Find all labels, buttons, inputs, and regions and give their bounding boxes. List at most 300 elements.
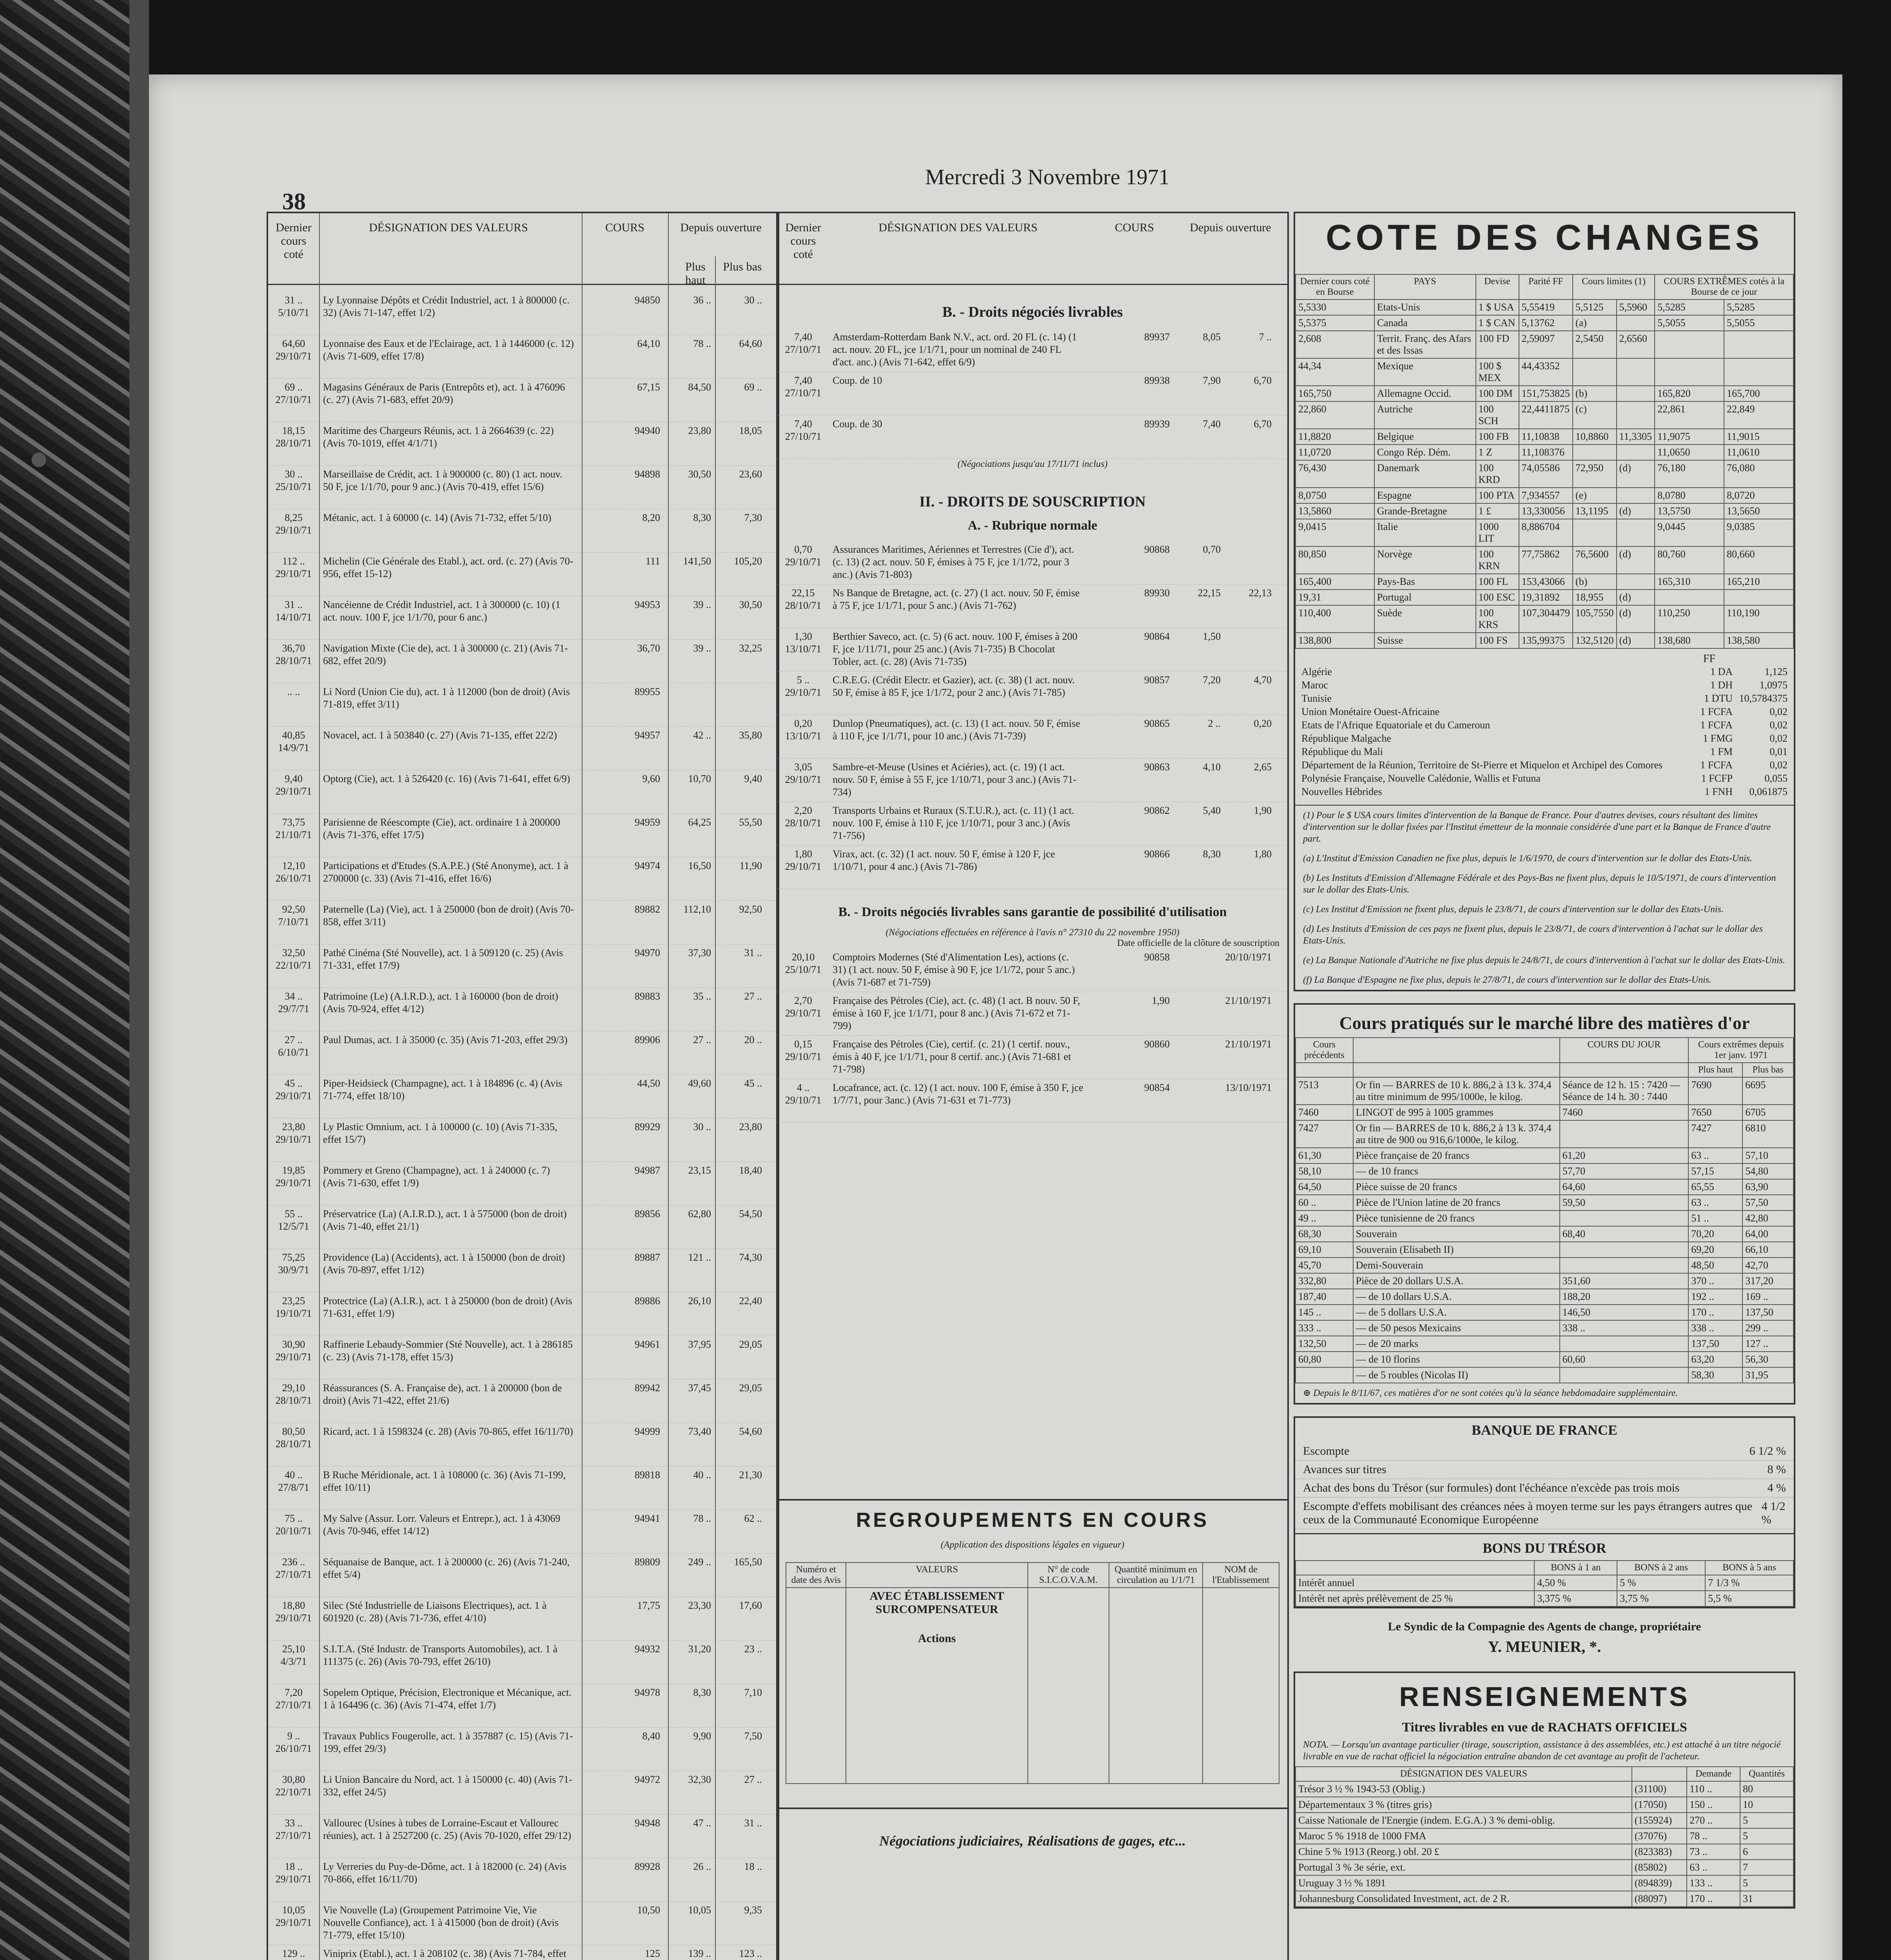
bdf-title: BANQUE DE FRANCE	[1471, 1422, 1618, 1438]
changes-lim1: (a)	[1573, 315, 1617, 331]
ff-devise: 1 FCFA	[1700, 719, 1733, 731]
list-item	[1295, 1442, 1794, 1461]
or-name: — de 10 florins	[1353, 1352, 1560, 1367]
row-name: Viniprix (Etabl.), act. 1 à 208102 (c. 38) (Avis 71-784, effet	[323, 1948, 566, 1959]
row-cours: 9,60	[642, 773, 660, 784]
row-name: Berthier Saveco, act. (c. 5) (6 act. nouv. 100 F, émises à 200 F, jce 1/11/71, pour 25 anc.) (Avis 71-735) B Chocolat Tobler, act. (c. 28) (Avis 71-735)	[833, 631, 1078, 667]
row-date: 8,25 29/10/71	[275, 512, 312, 536]
row-cours: 17,75	[637, 1600, 660, 1611]
row-name: Coup. de 30	[833, 418, 882, 430]
row-name: Française des Pétroles (Cie), act. (c. 48) (1 act. B nouv. 50 F, émise à 160 F, jce 1/1/71, pour 8 anc.) (Avis 71-672 et 71-799)	[833, 995, 1080, 1031]
changes-last: 165,750	[1296, 386, 1374, 401]
row-date: 75 .. 20/10/71	[275, 1513, 312, 1537]
row-name: Magasins Généraux de Paris (Entrepôts et), act. 1 à 476096 (c. 27) (Avis 71-683, effet 20/9)	[323, 381, 565, 405]
changes-pays: Suède	[1374, 605, 1476, 633]
changes-last: 110,400	[1296, 605, 1374, 633]
or-hi: 63 ..	[1688, 1195, 1742, 1210]
bons-v1: 4,50 %	[1534, 1575, 1617, 1591]
footnote: (c) Les Institut d'Emission ne fixent plus, depuis le 23/8/71, de cours d'intervention sur le dollar des Etats-Unis.	[1303, 904, 1724, 915]
table-row	[268, 1379, 778, 1423]
negociations-judiciaires: Négociations judiciaires, Réalisations de gages, etc...	[778, 1808, 1287, 1849]
table-row	[778, 416, 1287, 459]
ff-pays: République Malgache	[1301, 733, 1391, 744]
row-cours: 90864	[1144, 631, 1170, 642]
row-hi: 7,90	[1203, 375, 1221, 386]
or-name: Souverain	[1353, 1226, 1560, 1242]
row-hi: 37,95	[688, 1339, 711, 1350]
table-row	[268, 1553, 778, 1597]
row-name: Ly Verreries du Puy-de-Dôme, act. 1 à 182000 (c. 24) (Avis 70-866, effet 16/11/70)	[323, 1861, 566, 1885]
changes-hi: 13,5750	[1655, 503, 1724, 519]
or-lo: 57,50	[1742, 1195, 1793, 1210]
changes-devise: 1 $ CAN	[1476, 315, 1519, 331]
row-lo: 0,20	[1254, 718, 1272, 729]
row-name: Métanic, act. 1 à 60000 (c. 14) (Avis 71-732, effet 5/10)	[323, 512, 552, 523]
changes-lim2	[1617, 488, 1655, 503]
row-lo: 27 ..	[744, 991, 762, 1002]
changes-pays: Belgique	[1374, 429, 1476, 445]
row-lo: 30 ..	[744, 294, 762, 306]
row-lo: 9,35	[744, 1904, 762, 1916]
table-row	[1296, 1289, 1793, 1305]
table-row	[1296, 1195, 1793, 1210]
row-cours: 94948	[635, 1817, 660, 1829]
changes-lo: 9,0385	[1724, 519, 1793, 546]
list-item	[1295, 705, 1794, 719]
or-name: Demi-Souverain	[1353, 1258, 1560, 1273]
rens-name: Départementaux 3 % (titres gris)	[1296, 1797, 1632, 1813]
table-row	[1296, 574, 1793, 590]
row-cours: 36,70	[637, 642, 660, 654]
table-row	[268, 727, 778, 770]
binding-marble	[0, 0, 129, 1960]
changes-last: 76,430	[1296, 460, 1374, 488]
rens-dem: 63 ..	[1687, 1860, 1740, 1875]
row-date: 7,20 27/10/71	[275, 1687, 312, 1711]
or-jour: 60,60	[1560, 1352, 1689, 1367]
row-cours: 94961	[635, 1339, 660, 1350]
or-jour: 188,20	[1560, 1289, 1689, 1305]
ff-devise: 1 DH	[1710, 679, 1733, 691]
rens-q: 10	[1740, 1797, 1793, 1813]
bons-v5: 5,5 %	[1705, 1591, 1793, 1606]
changes-devise: 100 KRD	[1476, 460, 1519, 488]
table-row	[268, 1510, 778, 1553]
table-row	[778, 541, 1287, 584]
table-row	[268, 1641, 778, 1684]
row-name: Ricard, act. 1 à 1598324 (c. 28) (Avis 70-865, effet 16/11/70)	[323, 1426, 573, 1437]
table-row	[268, 1771, 778, 1815]
row-date: 32,50 22/10/71	[275, 947, 312, 971]
or-hi: 57,15	[1688, 1163, 1742, 1179]
row-hi: 31,20	[688, 1643, 711, 1655]
table-row	[778, 1036, 1287, 1079]
or-jour	[1560, 1336, 1689, 1352]
row-hi: 23,80	[688, 425, 711, 436]
or-hi: 192 ..	[1688, 1289, 1742, 1305]
row-date: 36,70 28/10/71	[275, 642, 312, 666]
row-hi: 35 ..	[693, 991, 711, 1002]
row-cours: 90857	[1144, 674, 1170, 686]
ff-pays: Polynésie Française, Nouvelle Calédonie, Wallis et Futuna	[1301, 773, 1541, 784]
or-prec: 187,40	[1296, 1289, 1353, 1305]
or-hi: 137,50	[1688, 1336, 1742, 1352]
changes-hdr-parite: Parité FF	[1519, 274, 1573, 299]
mid-b2-rows	[778, 949, 1287, 1123]
row-date: 4 .. 29/10/71	[785, 1082, 822, 1106]
row-name: Piper-Heidsieck (Champagne), act. 1 à 184896 (c. 4) (Avis 71-774, effet 18/10)	[323, 1078, 563, 1102]
footnote: (f) La Banque d'Espagne ne fixe plus, depuis le 27/8/71, de cours d'intervention sur le dollar des Etats-Unis.	[1303, 975, 1712, 985]
rens-table	[1295, 1766, 1794, 1907]
row-lo: 18,40	[739, 1165, 762, 1176]
row-lo: 9,40	[744, 773, 762, 784]
changes-last: 22,860	[1296, 401, 1374, 429]
or-prec: 7513	[1296, 1077, 1353, 1105]
ff-val: 0,02	[1769, 706, 1788, 717]
or-jour	[1560, 1242, 1689, 1258]
or-lo: 57,10	[1742, 1148, 1793, 1163]
row-date: 27 .. 6/10/71	[278, 1034, 309, 1058]
row-date: 75,25 30/9/71	[278, 1252, 309, 1276]
row-name: Paul Dumas, act. 1 à 35000 (c. 35) (Avis 71-203, effet 29/3)	[323, 1034, 568, 1045]
changes-lim1: 10,8860	[1573, 429, 1617, 445]
changes-lim2: (d)	[1617, 590, 1655, 605]
ff-val: 0,02	[1769, 733, 1788, 744]
table-row	[268, 1945, 778, 1960]
rens-q: 6	[1740, 1844, 1793, 1860]
changes-parite: 77,75862	[1519, 546, 1573, 574]
changes-parite: 19,31892	[1519, 590, 1573, 605]
or-prec	[1296, 1367, 1353, 1383]
list-item	[1295, 772, 1794, 785]
row-name: Séquanaise de Banque, act. 1 à 200000 (c. 26) (Avis 71-240, effet 5/4)	[323, 1556, 570, 1580]
row-lo: 27 ..	[744, 1774, 762, 1785]
ff-val: 0,061875	[1749, 786, 1788, 797]
row-lo: 105,20	[734, 555, 762, 567]
table-row	[778, 802, 1287, 846]
changes-hi: 80,760	[1655, 546, 1724, 574]
mid-hdr-cours: COURS	[1114, 221, 1154, 234]
row-name: Novacel, act. 1 à 503840 (c. 27) (Avis 71-135, effet 22/2)	[323, 730, 557, 741]
or-name: — de 10 francs	[1353, 1163, 1560, 1179]
sec-b2-title: B. - Droits négociés livrables sans garantie de possibilité d'utilisation	[838, 905, 1227, 919]
rens-q: 7	[1740, 1860, 1793, 1875]
row-close: 13/10/1971	[1225, 1082, 1272, 1093]
or-jour: 68,40	[1560, 1226, 1689, 1242]
ff-devise: 1 FCFA	[1700, 759, 1733, 771]
table-row	[778, 584, 1287, 628]
or-name: Pièce de l'Union latine de 20 francs	[1353, 1195, 1560, 1210]
renseignements-box	[1294, 1671, 1795, 1909]
or-hi: 69,20	[1688, 1242, 1742, 1258]
row-cours: 94932	[635, 1643, 660, 1655]
row-cours: 8,20	[642, 512, 660, 523]
row-date: 31 .. 14/10/71	[275, 599, 312, 623]
left-rows	[268, 292, 778, 1960]
hdr-dernier: Dernier cours coté	[276, 221, 312, 261]
table-row	[1296, 1179, 1793, 1195]
changes-lo: 110,190	[1724, 605, 1793, 633]
or-table	[1295, 1037, 1794, 1383]
table-row	[268, 640, 778, 683]
changes-pays: Pays-Bas	[1374, 574, 1476, 590]
row-lo: 1,80	[1254, 848, 1272, 860]
row-date: 25,10 4/3/71	[280, 1643, 307, 1667]
changes-lim2: (d)	[1617, 503, 1655, 519]
ff-val: 1,0975	[1759, 679, 1788, 691]
or-title: Cours pratiqués sur le marché libre des matières d'or	[1339, 1013, 1750, 1033]
rens-q: 5	[1740, 1813, 1793, 1828]
row-hi: 9,90	[693, 1730, 711, 1742]
row-hi: 139 ..	[688, 1948, 711, 1959]
changes-devise: 100 FD	[1476, 331, 1519, 358]
row-lo: 62 ..	[744, 1513, 762, 1524]
row-name: Lyonnaise des Eaux et de l'Eclairage, act. 1 à 1446000 (c. 12) (Avis 71-609, effet 17/8)	[323, 338, 574, 362]
changes-last: 19,31	[1296, 590, 1374, 605]
rens-name: Caisse Nationale de l'Energie (indem. E.G.A.) 3 % demi-oblig.	[1296, 1813, 1632, 1828]
row-name: Participations et d'Etudes (S.A.P.E.) (Sté Anonyme), act. 1 à 2700000 (c. 33) (Avis 71-416, effet 16/6)	[323, 860, 568, 884]
ff-val: 0,055	[1764, 773, 1788, 784]
row-name: Parisienne de Réescompte (Cie), act. ordinaire 1 à 200000 (Avis 71-376, effet 17/5)	[323, 817, 561, 840]
table-row	[268, 1118, 778, 1162]
row-date: 7,40 27/10/71	[785, 375, 822, 399]
table-row	[778, 949, 1287, 992]
row-cours: 94972	[635, 1774, 660, 1785]
changes-lim1: 76,5600	[1573, 546, 1617, 574]
bons-label: Intérêt annuel	[1296, 1575, 1534, 1591]
or-prec: 58,10	[1296, 1163, 1353, 1179]
row-date: 29,10 28/10/71	[275, 1382, 312, 1406]
row-cours: 89818	[635, 1469, 660, 1481]
changes-lo	[1724, 358, 1793, 386]
table-row	[268, 1902, 778, 1945]
changes-pays: Territ. Franç. des Afars et des Issas	[1374, 331, 1476, 358]
rens-name: Uruguay 3 ½ % 1891	[1296, 1875, 1632, 1891]
row-hi: 26,10	[688, 1295, 711, 1307]
row-lo: 21,30	[739, 1469, 762, 1481]
or-prec: 332,80	[1296, 1273, 1353, 1289]
rens-dem: 73 ..	[1687, 1844, 1740, 1860]
table-row	[1296, 590, 1793, 605]
row-cours: 89882	[635, 904, 660, 915]
or-prec: 145 ..	[1296, 1305, 1353, 1320]
rens-dem: 78 ..	[1687, 1828, 1740, 1844]
or-hi: 63 ..	[1688, 1148, 1742, 1163]
changes-lim1	[1573, 445, 1617, 460]
row-date: 18,15 28/10/71	[275, 425, 312, 449]
bons-v2: 5 %	[1617, 1575, 1705, 1591]
ff-val: 10,5784375	[1739, 693, 1788, 704]
or-name: — de 10 dollars U.S.A.	[1353, 1289, 1560, 1305]
row-date: 0,20 13/10/71	[785, 718, 822, 742]
row-lo: 31 ..	[744, 1817, 762, 1829]
page-number: 38	[282, 189, 306, 214]
changes-pays: Norvège	[1374, 546, 1476, 574]
changes-title: COTE DES CHANGES	[1326, 218, 1763, 258]
row-cours: 94953	[635, 599, 660, 610]
or-box	[1294, 1003, 1795, 1405]
or-prec: 60 ..	[1296, 1195, 1353, 1210]
rens-code: (31100)	[1632, 1781, 1687, 1797]
row-name: Préservatrice (La) (A.I.R.D.), act. 1 à 575000 (bon de droit) (Avis 71-40, effet 21/1)	[323, 1208, 567, 1232]
table-row	[268, 1858, 778, 1902]
changes-hdr-extremes: COURS EXTRÊMES cotés à la Bourse de ce jour	[1655, 274, 1793, 299]
row-date: 33 .. 27/10/71	[275, 1817, 312, 1841]
row-name: Protectrice (La) (A.I.R.), act. 1 à 250000 (bon de droit) (Avis 71-631, effet 1/9)	[323, 1295, 572, 1319]
row-lo: 69 ..	[744, 381, 762, 393]
rens-code: (823383)	[1632, 1844, 1687, 1860]
changes-devise: 1 $ USA	[1476, 299, 1519, 315]
table-row	[778, 1079, 1287, 1123]
table-row	[1296, 1242, 1793, 1258]
row-lo: 6,70	[1254, 418, 1272, 430]
row-cours: 89883	[635, 991, 660, 1002]
changes-pays: Danemark	[1374, 460, 1476, 488]
rens-code: (894839)	[1632, 1875, 1687, 1891]
row-lo: 32,25	[739, 642, 762, 654]
changes-devise: 100 ESC	[1476, 590, 1519, 605]
changes-last: 5,5330	[1296, 299, 1374, 315]
row-cours: 89856	[635, 1208, 660, 1220]
row-cours: 89930	[1144, 587, 1170, 599]
sec-ii-title: II. - DROITS DE SOUSCRIPTION	[919, 494, 1146, 510]
ff-pays: Maroc	[1301, 679, 1328, 691]
changes-hi: 76,180	[1655, 460, 1724, 488]
table-row	[1296, 519, 1793, 546]
row-date: 31 .. 5/10/71	[278, 294, 309, 318]
table-row	[1296, 503, 1793, 519]
rens-name: Maroc 5 % 1918 de 1000 FMA	[1296, 1828, 1632, 1844]
bons-col-5ans: BONS à 5 ans	[1705, 1561, 1793, 1575]
row-cours: 90865	[1144, 718, 1170, 729]
sec-a-title: A. - Rubrique normale	[967, 518, 1098, 533]
list-item	[1295, 732, 1794, 745]
changes-hi: 8,0780	[1655, 488, 1724, 503]
row-lo: 22,40	[739, 1295, 762, 1307]
or-name: — de 20 marks	[1353, 1336, 1560, 1352]
row-lo: 1,90	[1254, 805, 1272, 816]
table-row	[268, 553, 778, 596]
row-lo: 74,30	[739, 1252, 762, 1263]
list-item	[1295, 679, 1794, 692]
table-row	[268, 466, 778, 509]
list-item	[1295, 1479, 1794, 1497]
row-hi: 27 ..	[693, 1034, 711, 1045]
row-hi: 42 ..	[693, 730, 711, 741]
ff-val: 0,01	[1769, 746, 1788, 757]
changes-pays: Espagne	[1374, 488, 1476, 503]
table-row	[268, 1815, 778, 1858]
row-cours: 90863	[1144, 761, 1170, 773]
or-hi: 7427	[1688, 1120, 1742, 1148]
syndic-line: Le Syndic de la Compagnie des Agents de change, propriétaire	[1388, 1620, 1701, 1633]
or-prec: 7427	[1296, 1120, 1353, 1148]
changes-lo: 13,5650	[1724, 503, 1793, 519]
table-row	[1296, 1336, 1793, 1352]
changes-hi: 165,310	[1655, 574, 1724, 590]
table-row	[1296, 1860, 1793, 1875]
ff-pays: Etats de l'Afrique Equatoriale et du Cameroun	[1301, 719, 1490, 731]
rens-title: RENSEIGNEMENTS	[1399, 1681, 1690, 1712]
table-row	[268, 1031, 778, 1075]
or-name: Or fin — BARRES de 10 k. 886,2 à 13 k. 374,4 au titre de 900 ou 916,6/1000e, le kilog.	[1353, 1120, 1560, 1148]
changes-hi: 110,250	[1655, 605, 1724, 633]
row-name: My Salve (Assur. Lorr. Valeurs et Entrepr.), act. 1 à 43069 (Avis 70-946, effet 14/12)	[323, 1513, 561, 1537]
row-cours: 89928	[635, 1861, 660, 1872]
changes-pays: Congo Rép. Dém.	[1374, 445, 1476, 460]
row-date: 2,70 29/10/71	[785, 995, 822, 1019]
or-hdr-prec: Cours précédents	[1296, 1038, 1353, 1063]
changes-hdr-limites: Cours limites (1)	[1573, 274, 1655, 299]
or-lo: 6705	[1742, 1105, 1793, 1120]
row-cours: 1,90	[1152, 995, 1170, 1006]
rens-dem: 270 ..	[1687, 1813, 1740, 1828]
page-date: Mercredi 3 Novembre 1971	[925, 165, 1170, 189]
changes-pays: Etats-Unis	[1374, 299, 1476, 315]
changes-lo: 22,849	[1724, 401, 1793, 429]
row-lo: 18 ..	[744, 1861, 762, 1872]
changes-last: 5,5375	[1296, 315, 1374, 331]
or-jour	[1560, 1120, 1689, 1148]
rens-sub: Titres livrables en vue de RACHATS OFFICIELS	[1402, 1720, 1687, 1735]
regroup-avec: AVEC ÉTABLISSEMENT SURCOMPENSATEUR	[869, 1590, 1004, 1616]
row-hi: 5,40	[1203, 805, 1221, 816]
rens-name: Chine 5 % 1913 (Reorg.) obl. 20 £	[1296, 1844, 1632, 1860]
footnote: (e) La Banque Nationale d'Autriche ne fixe plus depuis le 24/8/71, de cours d'intervention à l'achat sur le dollar des Etats-Unis.	[1303, 955, 1785, 965]
ff-val: 0,02	[1769, 759, 1788, 771]
changes-lim1: 5,5125	[1573, 299, 1617, 315]
row-date: .. ..	[287, 686, 300, 697]
list-item	[1295, 745, 1794, 759]
changes-lim1: 72,950	[1573, 460, 1617, 488]
row-hi: 8,30	[693, 1687, 711, 1698]
changes-pays: Grande-Bretagne	[1374, 503, 1476, 519]
table-row	[268, 944, 778, 988]
table-row	[268, 1466, 778, 1510]
table-row	[268, 1292, 778, 1336]
or-hi: 63,20	[1688, 1352, 1742, 1367]
changes-last: 2,608	[1296, 331, 1374, 358]
row-hi: 26 ..	[693, 1861, 711, 1872]
row-hi: 2 ..	[1208, 718, 1221, 729]
or-name: Pièce suisse de 20 francs	[1353, 1179, 1560, 1195]
table-row	[268, 509, 778, 553]
changes-lo: 138,580	[1724, 633, 1793, 648]
row-name: B Ruche Méridionale, act. 1 à 108000 (c. 36) (Avis 71-199, effet 10/11)	[323, 1469, 566, 1493]
row-cours: 89929	[635, 1121, 660, 1132]
table-row	[268, 1075, 778, 1118]
table-row	[1296, 331, 1793, 358]
sec-b-title: B. - Droits négociés livrables	[942, 304, 1123, 320]
changes-hi: 138,680	[1655, 633, 1724, 648]
b-note: (Négociations jusqu'au 17/11/71 inclus)	[957, 459, 1108, 469]
row-name: Nancéienne de Crédit Industriel, act. 1 à 300000 (c. 10) (1 act. nouv. 100 F, jce 1/1/70, pour 6 anc.)	[323, 599, 561, 623]
row-date: 45 .. 29/10/71	[275, 1078, 312, 1102]
table-row	[268, 1249, 778, 1292]
changes-hdr-devise: Devise	[1476, 274, 1519, 299]
mid-hdr-dernier: Dernier cours coté	[785, 221, 821, 261]
table-row	[1296, 546, 1793, 574]
or-lo: 6810	[1742, 1120, 1793, 1148]
table-row	[1296, 1320, 1793, 1336]
row-name: Réassurances (S. A. Française de), act. 1 à 200000 (bon de droit) (Avis 71-422, effet 21/6)	[323, 1382, 562, 1406]
or-hi: 7690	[1688, 1077, 1742, 1105]
row-cours: 94978	[635, 1687, 660, 1698]
bons-title: BONS DU TRÉSOR	[1295, 1533, 1794, 1556]
row-lo: 22,13	[1249, 587, 1272, 599]
row-hi: 23,15	[688, 1165, 711, 1176]
changes-hi: 11,0650	[1655, 445, 1724, 460]
